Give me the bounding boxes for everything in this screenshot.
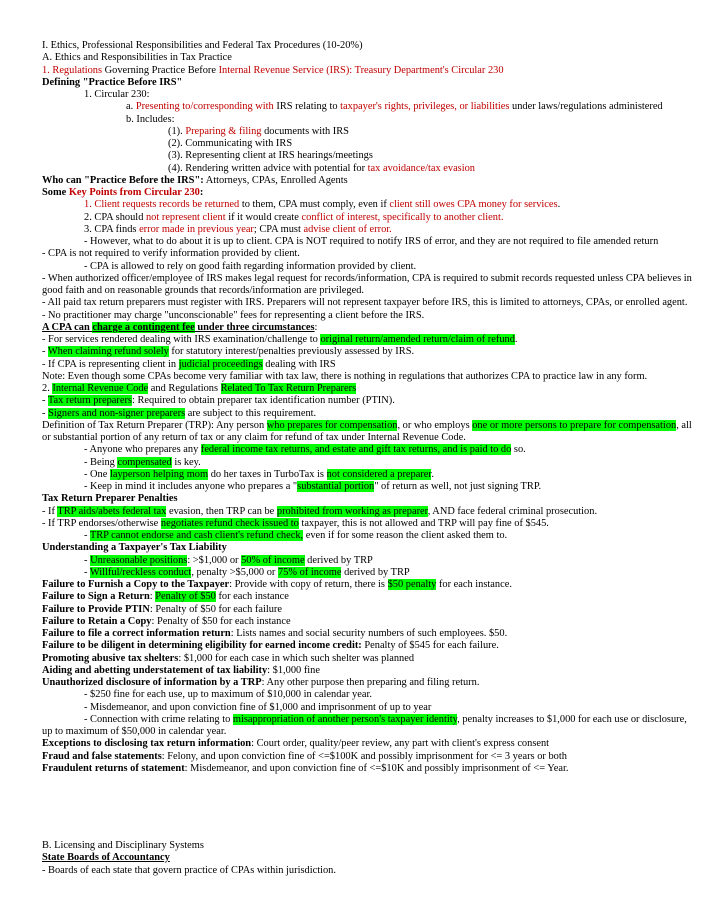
trp-penalties-heading: Tax Return Preparer Penalties	[42, 493, 178, 505]
includes-item-2: (2). Communicating with IRS	[168, 138, 293, 149]
unauth-misdemeanor: - Misdemeanor, and upon conviction fine of $1,000 and imprisonment of up to year	[84, 701, 432, 713]
penalty-aids-abets: - If TRP aids/abets federal tax evasion, then TRP can be prohibited from working as preparer, AND face federal criminal prosecution.	[42, 505, 598, 517]
trp-definition: Definition of Tax Return Preparer (TRP): Any person who prepares for compensation, or who employs one or more persons to prepare for compensation, all or substantial portion of any return of tax or any claim for refund of tax under Internal Revenue Code.	[42, 419, 692, 443]
includes-item-4: (4). Rendering written advice with potential for tax avoidance/tax evasion	[168, 162, 475, 174]
contingent-fee-3: - If CPA is representing client in judicial proceedings dealing with IRS	[42, 358, 336, 370]
who-can-practice: Who can "Practice Before the IRS": Attorneys, CPAs, Enrolled Agents	[42, 174, 348, 186]
trp-substantial-portion: - Keep in mind it includes anyone who prepares a "substantial portion" of return as well, not just signing TRP.	[84, 481, 542, 492]
penalty-refund-check: - TRP cannot endorse and cash client's refund check, even if for some reason the client asked them to.	[84, 530, 508, 541]
trp-ptin: - Tax return preparers: Required to obtain preparer tax identification number (PTIN).	[42, 395, 395, 407]
failure-provide-ptin: Failure to Provide PTIN: Penalty of $50 for each failure	[42, 603, 282, 615]
failure-retain-copy: Failure to Retain a Copy: Penalty of $50 for each instance	[42, 615, 291, 627]
trp-being-compensated: - Being compensated is key.	[84, 456, 201, 468]
section-b-title: B. Licensing and Disciplinary Systems	[42, 840, 204, 851]
promoting-shelters: Promoting abusive tax shelters: $1,000 for each case in which such shelter was planned	[42, 652, 415, 664]
state-boards-text: - Boards of each state that govern practice of CPAs within jurisdiction.	[42, 864, 336, 876]
willful-conduct: - Willful/reckless conduct, penalty >$5,000 or 75% of income derived by TRP	[84, 566, 410, 578]
when-authorized-paragraph: - When authorized officer/employee of IRS makes legal request for records/information, CPA is required to submit records requested unless CPA believes in good faith and on reasonable grounds that records/information are privileged.	[42, 272, 692, 296]
failure-file-info-return: Failure to file a correct information return: Lists names and social security numbers of such employees. $50.	[42, 628, 508, 639]
key-points-heading: Some Key Points from Circular 230:	[42, 187, 204, 198]
contingent-fee-heading: A CPA can charge a contingent fee under three circumstances:	[42, 321, 318, 333]
no-practitioner: - No practitioner may charge "unconscionable" fees for representing a client before the IRS.	[42, 309, 425, 321]
failure-sign-return: Failure to Sign a Return: Penalty of $50 for each instance	[42, 591, 289, 603]
fraudulent-returns: Fraudulent returns of statement: Misdemeanor, and upon conviction fine of <=$10K and possibly imprisonment of <= Year.	[42, 762, 569, 774]
all-paid-preparers: - All paid tax return preparers must register with IRS. Preparers will not represent taxpayer before IRS, this is limited to attorneys, CPAs, or enrolled agent.	[42, 297, 688, 309]
circular-item-a: a. Presenting to/corresponding with IRS relating to taxpayer's rights, privileges, or liabilities under laws/regulations administered	[126, 101, 663, 113]
key-point-1: 1. Client requests records be returned to them, CPA must comply, even if client still owes CPA money for services.	[84, 199, 561, 211]
section-title: I. Ethics, Professional Responsibilities and Federal Tax Procedures (10-20%)	[42, 40, 363, 51]
unauth-crime-cont: up to maximum of $50,000 in calendar year.	[42, 726, 227, 737]
note-text: Note: Even though some CPAs become very familiar with tax law, there is nothing in regulations that authorizes CPA to practice law in any form.	[42, 370, 648, 382]
key-point-3: 3. CPA finds error made in previous year; CPA must advise client of error.	[84, 223, 392, 235]
includes-item-3: (3). Representing client at IRS hearings/meetings	[168, 150, 373, 162]
unauth-fine: - $250 fine for each use, up to maximum of $10,000 in calendar year.	[84, 689, 372, 701]
trp-anyone: - Anyone who prepares any federal income tax returns, and estate and gift tax returns, and is paid to do so.	[84, 444, 526, 456]
cpa-allowed: - CPA is allowed to rely on good faith regarding information provided by client.	[84, 260, 417, 272]
failure-furnish-copy: Failure to Furnish a Copy to the Taxpayer: Provide with copy of return, there is $50 penalty for each instance.	[42, 579, 512, 590]
cpa-not-required: - CPA is not required to verify information provided by client.	[42, 248, 300, 260]
defining-heading: Defining "Practice Before IRS"	[42, 76, 183, 88]
circular-230-item: 1. Circular 230:	[84, 89, 150, 100]
regulations-heading: 1. Regulations Governing Practice Before Internal Revenue Service (IRS): Treasury Department's Circular 230	[42, 64, 504, 76]
state-boards-heading: State Boards of Accountancy	[42, 852, 170, 864]
understanding-heading: Understanding a Taxpayer's Tax Liability	[42, 542, 227, 554]
failure-diligent: Failure to be diligent in determining eligibility for earned income credit: Penalty of $545 for each failure.	[42, 640, 499, 652]
unauth-crime: - Connection with crime relating to misappropriation of another person's taxpayer identity, penalty increases to $1,000 for each use or disclosure,	[84, 713, 687, 725]
contingent-fee-1: - For services rendered dealing with IRS examination/challenge to original return/amended return/claim of refund.	[42, 334, 518, 345]
trp-layperson: - One layperson helping mom do her taxes in TurboTax is not considered a preparer.	[84, 468, 434, 480]
irc-heading: 2. Internal Revenue Code and Regulations Related To Tax Return Preparers	[42, 383, 357, 394]
key-point-2: 2. CPA should not represent client if it would create conflict of interest, specifically to another client.	[84, 211, 504, 223]
section-b	[42, 840, 702, 877]
subsection-title: A. Ethics and Responsibilities in Tax Practice	[42, 52, 232, 64]
fraud-false-statements: Fraud and false statements: Felony, and upon conviction fine of <=$100K and possibly imprisonment for <= 3 years or both	[42, 750, 567, 762]
contingent-fee-2: - When claiming refund solely for statutory interest/penalties previously assessed by IRS.	[42, 346, 415, 358]
exceptions-disclosing: Exceptions to disclosing tax return information: Court order, quality/peer review, any part with client's express consent	[42, 738, 550, 750]
circular-item-b: b. Includes:	[126, 113, 175, 125]
document-page	[42, 40, 702, 775]
trp-signers: - Signers and non-signer preparers are subject to this requirement.	[42, 407, 317, 419]
includes-item-1: (1). Preparing & filing documents with IRS	[168, 125, 349, 137]
penalty-endorses: - If TRP endorses/otherwise negotiates refund check issued to taxpayer, this is not allowed and TRP will pay fine of $545.	[42, 517, 549, 529]
unauthorized-disclosure: Unauthorized disclosure of information by a TRP: Any other purpose then preparing and filing return.	[42, 677, 480, 688]
key-point-however: - However, what to do about it is up to client. CPA is NOT required to notify IRS of error, and they are not required to file amended return	[84, 236, 659, 247]
unreasonable-positions: - Unreasonable positions: >$1,000 or 50% of income derived by TRP	[84, 554, 373, 566]
aiding-abetting: Aiding and abetting understatement of tax liability: $1,000 fine	[42, 664, 320, 676]
